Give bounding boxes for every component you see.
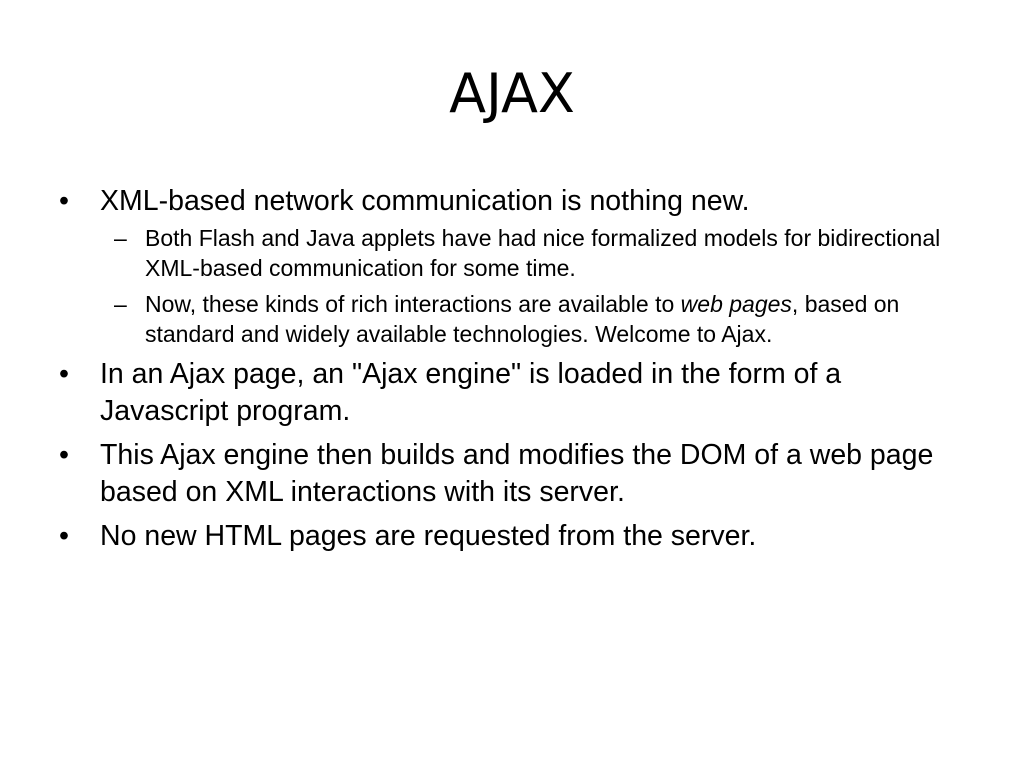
sub-bullet-list <box>100 223 974 349</box>
bullet-item-no-new-pages <box>0 518 1024 555</box>
bullet-glyph: • <box>59 520 69 552</box>
dash-glyph: – <box>114 291 127 317</box>
bullet-text: This Ajax engine then builds and modifies the DOM of a web page based on XML interactions with its server. <box>100 439 934 508</box>
bullet-item-dom-builds <box>0 437 1024 511</box>
slide-title: AJAX <box>449 62 575 125</box>
bullet-text: XML-based network communication is nothing new. <box>100 185 750 217</box>
sub-bullet-item-web-pages <box>100 289 974 349</box>
sub-bullet-text-before: Now, these kinds of rich interactions are available to <box>145 291 681 317</box>
bullet-text: In an Ajax page, an "Ajax engine" is loaded in the form of a Javascript program. <box>100 358 842 427</box>
sub-bullet-text: Both Flash and Java applets have had nice formalized models for bidirectional XML-based communication for some time. <box>145 225 941 281</box>
bullet-glyph: • <box>59 439 69 471</box>
bullet-glyph: • <box>59 185 69 217</box>
dash-glyph: – <box>114 225 127 251</box>
bullet-item-ajax-engine <box>0 356 1024 430</box>
sub-bullet-text-after: , based on standard and widely available technologies. Welcome to Ajax. <box>145 291 900 347</box>
bullet-glyph: • <box>59 358 69 390</box>
bullet-item-xml-communication <box>0 183 1024 349</box>
sub-bullet-item-flash-java <box>100 223 974 283</box>
sub-bullet-emphasis: web pages <box>680 291 792 317</box>
bullet-text: No new HTML pages are requested from the server. <box>100 520 757 552</box>
bullet-list <box>0 183 1024 562</box>
